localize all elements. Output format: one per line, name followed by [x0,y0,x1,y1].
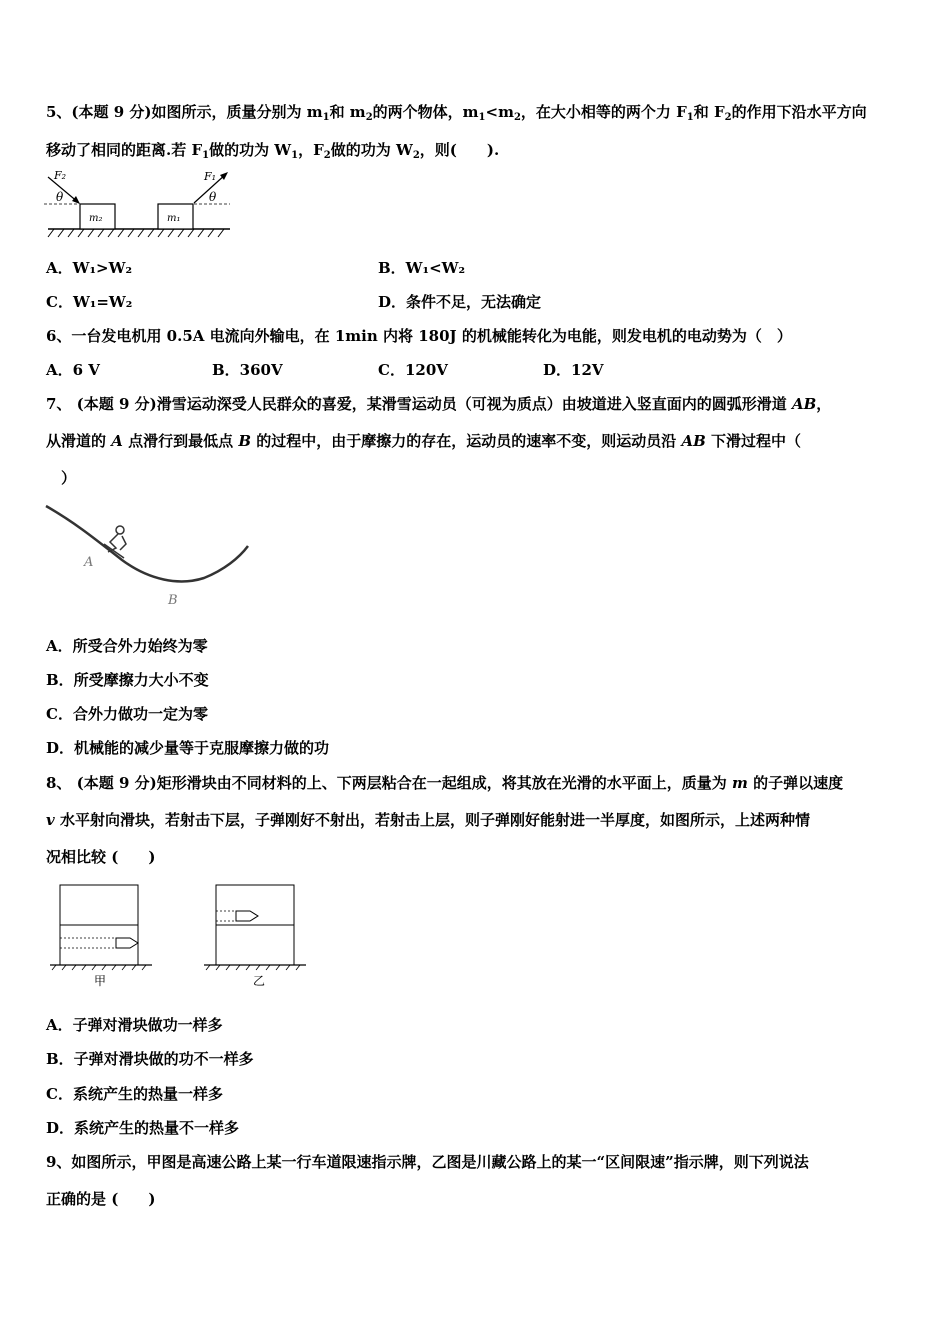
q8-option-d[interactable]: D．系统产生的热量不一样多 [46,1119,240,1137]
q5-option-b[interactable]: B．W₁<W₂ [378,259,466,277]
q5-option-a[interactable]: A．W₁>W₂ [46,259,133,277]
q6-option-d[interactable]: D．12V [543,361,604,379]
q8-stem-line1: 8、 (本题 9 分)矩形滑块由不同材料的上、下两层粘合在一起组成，将其放在光滑的水平面上，质量为 m 的子弹以速度 [46,774,844,792]
q9-stem-line1: 9、如图所示，甲图是高速公路上某一行车道限速指示牌，乙图是川藏公路上的某一“区间限速”指示牌，则下列说法 [46,1153,809,1171]
q6-option-a[interactable]: A．6 V [46,361,100,379]
q6-stem: 6、一台发电机用 0.5A 电流向外输电，在 1min 内将 180J 的机械能转化为电能，则发电机的电动势为（ ） [46,327,792,345]
q8-figure-jia [46,880,158,990]
q8-option-b[interactable]: B．子弹对滑块做的功不一样多 [46,1050,254,1068]
q5-stem-line2: 移动了相同的距离.若 $F_1$做的功为 $W_1$，$F_2$做的功为 $W_2$，则( ). [46,141,500,161]
q5-option-c[interactable]: C．W₁=W₂ [46,293,133,311]
q6-option-b[interactable]: B．360V [212,361,283,379]
q9-stem-line2: 正确的是 ( ) [46,1190,156,1208]
label-b: B [168,593,178,608]
q7-option-b[interactable]: B．所受摩擦力大小不变 [46,671,209,689]
q7-option-d[interactable]: D．机械能的减少量等于克服摩擦力做的功 [46,739,330,757]
label-jia: 甲 [94,974,107,988]
label-a: A [84,555,94,570]
q5-stem-line1: 5、(本题 9 分)如图所示，质量分别为 $m_1$和 $m_2$的两个物体，$m_1<m_2$，在大小相等的两个力 $F_1$和 $F_2$的作用下沿水平方向 [46,103,867,123]
q7-option-c[interactable]: C．合外力做功一定为零 [46,705,208,723]
q8-figure-yi [200,880,312,990]
q8-stem-line2: v 水平射向滑块，若射击下层，子弹刚好不射出，若射击上层，则子弹刚好能射进一半厚度，如图所示，上述两种情 [46,811,810,829]
q7-figure [44,500,254,610]
label-theta-right: θ [209,190,217,204]
label-f2: F₂ [54,169,67,182]
q5-option-d[interactable]: D．条件不足，无法确定 [378,293,542,311]
q7-stem-line3: ） [46,469,77,487]
q7-option-a[interactable]: A．所受合外力始终为零 [46,637,208,655]
label-m1: m₁ [167,213,181,224]
label-m2: m₂ [89,213,103,224]
q7-stem-line2: 从滑道的 A 点滑行到最低点 B 的过程中，由于摩擦力的存在，运动员的速率不变，则运动员沿 AB 下滑过程中（ [46,432,802,450]
label-theta-left: θ [56,190,64,204]
q6-option-c[interactable]: C．120V [378,361,448,379]
label-yi: 乙 [253,974,266,988]
q7-stem-line1: 7、 (本题 9 分)滑雪运动深受人民群众的喜爱，某滑雪运动员（可视为质点）由坡道进入竖直面内的圆弧形滑道 AB， [46,395,832,413]
q8-stem-line3: 况相比较 ( ) [46,848,156,866]
q8-option-c[interactable]: C．系统产生的热量一样多 [46,1085,223,1103]
q5-figure [44,167,234,243]
q8-option-a[interactable]: A．子弹对滑块做功一样多 [46,1016,223,1034]
label-f1: F₁ [204,170,217,183]
